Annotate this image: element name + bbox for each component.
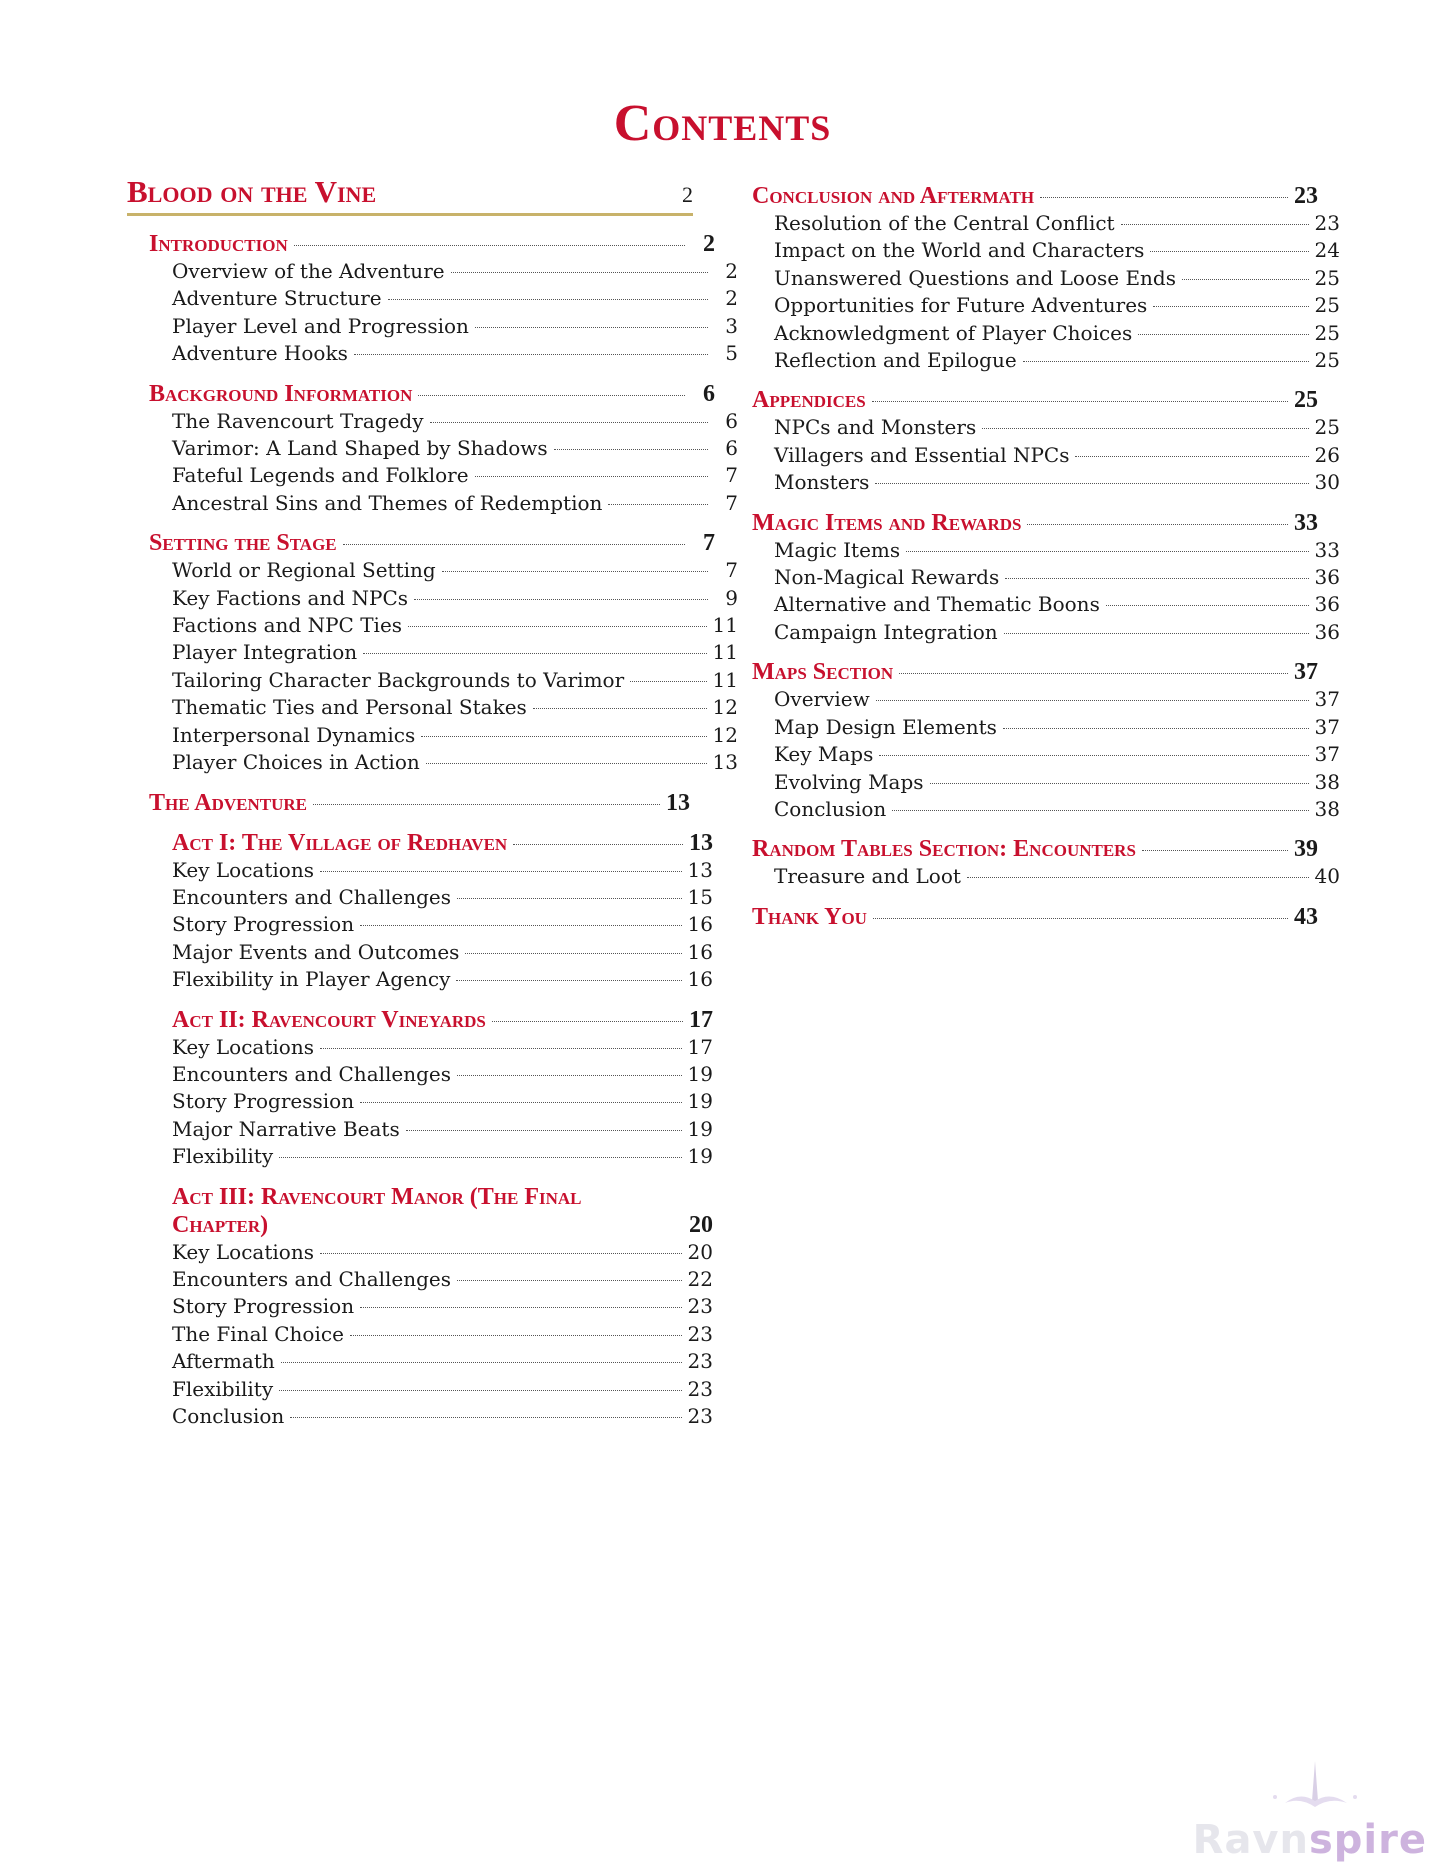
toc-entry-label: Magic Items and Rewards	[752, 509, 1022, 536]
toc-page-number: 25	[1314, 293, 1340, 318]
toc-page-number: 37	[1314, 687, 1340, 712]
toc-entry-label: Flexibility	[172, 1376, 274, 1401]
toc-leader-dots	[414, 599, 708, 600]
toc-page-number: 36	[1314, 565, 1340, 590]
toc-entry-label: Maps Section	[752, 659, 894, 686]
toc-entry-label: World or Regional Setting	[172, 558, 436, 583]
toc-entry-label: Monsters	[774, 470, 870, 495]
toc-entry-label: Fateful Legends and Folklore	[172, 463, 469, 488]
toc-leader-dots	[1121, 224, 1309, 225]
toc-leader-dots	[430, 422, 708, 423]
toc-leader-dots	[906, 551, 1308, 552]
toc-page-number: 19	[687, 1061, 713, 1086]
toc-entry-label: Story Progression	[172, 1089, 355, 1114]
toc-page-number: 23	[1314, 211, 1340, 235]
toc-leader-dots	[388, 299, 708, 300]
toc-entry[interactable]	[127, 722, 738, 749]
toc-entry-label: Story Progression	[172, 912, 355, 937]
toc-entry[interactable]	[127, 408, 738, 435]
toc-entry-label: Ancestral Sins and Themes of Redemption	[172, 490, 603, 515]
toc-entry[interactable]	[752, 442, 1340, 469]
toc-leader-dots	[533, 708, 707, 709]
chapter-title: Blood on the Vine	[127, 174, 377, 209]
toc-entry[interactable]	[752, 619, 1340, 646]
toc-page-number: 12	[712, 722, 738, 747]
toc-leader-dots	[1142, 850, 1288, 851]
toc-page-number: 37	[1314, 742, 1340, 767]
toc-entry-label: Villagers and Essential NPCs	[774, 442, 1070, 467]
toc-leader-dots	[982, 428, 1308, 429]
toc-page-number: 12	[712, 695, 738, 720]
toc-entry[interactable]	[752, 796, 1340, 823]
toc-entry-label: The Final Choice	[172, 1321, 344, 1346]
toc-entry-label: Setting the Stage	[149, 530, 337, 557]
toc-leader-dots	[967, 877, 1309, 878]
toc-entry[interactable]	[127, 1061, 713, 1088]
toc-entry[interactable]	[752, 265, 1340, 292]
toc-page-number: 23	[687, 1349, 713, 1374]
toc-section-block	[752, 386, 1340, 496]
toc-leader-dots	[281, 1362, 682, 1363]
toc-page-number: 33	[1294, 509, 1318, 536]
toc-entry[interactable]	[752, 320, 1340, 347]
toc-page-number: 9	[725, 585, 738, 610]
toc-section-block	[127, 380, 738, 518]
toc-entry[interactable]	[127, 884, 713, 911]
toc-entry-label: Player Level and Progression	[172, 313, 469, 338]
toc-page-number: 15	[687, 884, 713, 909]
toc-leader-dots	[320, 1253, 682, 1254]
toc-entry[interactable]	[127, 1266, 713, 1293]
toc-page-number: 2	[725, 286, 738, 311]
toc-entry-label: Adventure Structure	[172, 286, 382, 311]
toc-entry-label: Adventure Hooks	[172, 341, 348, 366]
toc-page-number: 13	[666, 789, 690, 816]
toc-leader-dots	[475, 327, 708, 328]
toc-page-number: 37	[1314, 714, 1340, 739]
toc-section-block	[127, 230, 738, 368]
toc-entry[interactable]	[127, 585, 738, 612]
toc-leader-dots	[426, 763, 707, 764]
toc-entry-label: Major Narrative Beats	[172, 1116, 400, 1141]
toc-section-block	[752, 509, 1340, 647]
toc-section[interactable]	[127, 529, 715, 557]
toc-act[interactable]	[127, 1006, 713, 1034]
toc-entry-label: Non-Magical Rewards	[774, 565, 1000, 590]
toc-page-number: 11	[712, 667, 738, 692]
toc-entry[interactable]	[752, 537, 1340, 564]
toc-section[interactable]	[752, 386, 1318, 414]
toc-leader-dots	[1138, 334, 1308, 335]
toc-leader-dots	[360, 1102, 681, 1103]
toc-entry[interactable]	[752, 741, 1340, 768]
toc-leader-dots	[475, 476, 708, 477]
toc-section-label: The Adventure	[149, 789, 307, 816]
ravnspire-logo	[1193, 1817, 1427, 1863]
toc-left-column	[127, 174, 738, 1442]
toc-entry[interactable]	[127, 1088, 713, 1115]
toc-entry[interactable]	[127, 749, 738, 776]
toc-leader-dots	[930, 783, 1309, 784]
toc-entry-label: Overview	[774, 687, 870, 712]
toc-section-block	[752, 658, 1340, 823]
toc-leader-dots	[279, 1157, 681, 1158]
toc-page-number: 7	[725, 558, 738, 583]
toc-entry-label: Overview of the Adventure	[172, 259, 445, 283]
toc-page-number: 6	[703, 380, 715, 407]
toc-entry-label: Conclusion	[774, 796, 887, 821]
toc-entry-label: Factions and NPC Ties	[172, 613, 403, 638]
toc-leader-dots	[1106, 605, 1309, 606]
toc-leader-dots	[1005, 578, 1308, 579]
toc-entry[interactable]	[752, 469, 1340, 496]
toc-entry[interactable]	[752, 347, 1340, 374]
toc-entry-label: Key Locations	[172, 857, 314, 882]
toc-leader-dots	[350, 1335, 682, 1336]
toc-entry-label: Player Integration	[172, 640, 358, 665]
toc-entry-label: Key Locations	[172, 1034, 314, 1059]
toc-section-block	[127, 529, 738, 776]
logo-text-spire: spire	[1308, 1817, 1427, 1863]
toc-page-number: 25	[1314, 348, 1340, 373]
toc-entry[interactable]	[752, 292, 1340, 319]
left-sections	[127, 230, 738, 777]
toc-entry-label: Varimor: A Land Shaped by Shadows	[172, 436, 548, 461]
adventure-block	[127, 789, 693, 817]
toc-leader-dots	[457, 1075, 682, 1076]
toc-page-number: 19	[687, 1116, 713, 1141]
toc-entry-label: Background Information	[149, 380, 413, 407]
toc-leader-dots	[1153, 306, 1308, 307]
toc-leader-dots	[554, 449, 708, 450]
toc-page-number: 30	[1314, 470, 1340, 495]
toc-entry[interactable]	[752, 714, 1340, 741]
toc-entry-label: Interpersonal Dynamics	[172, 722, 416, 747]
toc-page-number: 40	[1314, 864, 1340, 889]
toc-page-number: 11	[712, 640, 738, 665]
toc-leader-dots	[360, 1307, 681, 1308]
chapter-page: 2	[682, 182, 693, 207]
toc-entry[interactable]	[127, 1143, 713, 1170]
toc-leader-dots	[873, 918, 1288, 919]
toc-leader-dots	[442, 571, 708, 572]
toc-page-number: 22	[687, 1266, 713, 1291]
toc-leader-dots	[456, 980, 681, 981]
toc-entry-label: Impact on the World and Characters	[774, 238, 1145, 263]
toc-entry-label: Magic Items	[774, 537, 901, 562]
toc-section-block	[752, 835, 1340, 890]
toc-entry-label: Thank You	[752, 903, 867, 930]
toc-leader-dots	[608, 504, 708, 505]
toc-entry[interactable]	[127, 639, 738, 666]
toc-leader-dots	[354, 354, 708, 355]
toc-entry[interactable]	[127, 258, 738, 285]
toc-leader-dots	[872, 401, 1288, 402]
toc-leader-dots	[457, 898, 682, 899]
toc-leader-dots	[457, 1280, 682, 1281]
toc-page-number: 33	[1314, 537, 1340, 562]
toc-entry-label: The Ravencourt Tragedy	[172, 408, 424, 433]
toc-entry[interactable]	[752, 591, 1340, 618]
toc-page-number: 16	[687, 967, 713, 992]
toc-section-block	[752, 903, 1318, 931]
toc-entry[interactable]	[127, 1239, 713, 1266]
toc-entry-label: NPCs and Monsters	[774, 415, 977, 440]
toc-page-number: 13	[689, 829, 713, 856]
spire-logo-icon	[1255, 1761, 1375, 1821]
toc-leader-dots	[421, 736, 706, 737]
toc-entry-label: Key Maps	[774, 742, 874, 767]
toc-section-the-adventure[interactable]	[127, 789, 690, 817]
toc-leader-dots	[360, 925, 681, 926]
toc-entry[interactable]	[127, 694, 738, 721]
toc-entry[interactable]	[127, 667, 738, 694]
toc-leader-dots	[451, 272, 708, 273]
toc-entry-label: Reflection and Epilogue	[774, 348, 1017, 373]
toc-leader-dots	[343, 544, 685, 545]
toc-entry[interactable]	[127, 557, 738, 584]
toc-act-block	[127, 1183, 713, 1431]
toc-page-number: 7	[725, 490, 738, 515]
toc-leader-dots	[1182, 279, 1309, 280]
toc-leader-dots	[1075, 456, 1308, 457]
toc-page-number: 7	[725, 463, 738, 488]
toc-section[interactable]	[127, 380, 715, 408]
toc-entry[interactable]	[127, 285, 738, 312]
toc-leader-dots	[899, 673, 1288, 674]
toc-page-number: 38	[1314, 796, 1340, 821]
toc-entry[interactable]	[752, 564, 1340, 591]
toc-entry[interactable]	[127, 939, 713, 966]
toc-entry-label: Encounters and Challenges	[172, 1266, 452, 1291]
toc-entry-label: Key Factions and NPCs	[172, 585, 409, 610]
toc-page-number: 5	[725, 341, 738, 366]
toc-page-number: 6	[725, 436, 738, 461]
toc-leader-dots	[320, 1048, 682, 1049]
toc-entry[interactable]	[127, 1034, 713, 1061]
toc-entry[interactable]	[127, 1376, 713, 1403]
toc-entry-label: Opportunities for Future Adventures	[774, 293, 1148, 318]
toc-entry-label: Flexibility	[172, 1144, 274, 1169]
page-title: Contents	[613, 95, 832, 152]
toc-page-number: 17	[687, 1034, 713, 1059]
toc-page-number: 36	[1314, 592, 1340, 617]
toc-entry[interactable]	[127, 490, 738, 517]
toc-page-number: 2	[725, 259, 738, 283]
toc-page-number: 3	[725, 313, 738, 338]
acts-list	[127, 829, 713, 1431]
toc-entry-label: Conclusion	[172, 1404, 285, 1428]
toc-section-block	[752, 182, 1340, 374]
toc-entry[interactable]	[752, 414, 1340, 441]
toc-entry-label: Flexibility in Player Agency	[172, 967, 451, 992]
toc-entry-label: Player Choices in Action	[172, 750, 420, 775]
toc-leader-dots	[875, 483, 1308, 484]
toc-page-number: 25	[1314, 415, 1340, 440]
toc-page-number: 7	[703, 530, 715, 557]
logo-text-ravn: Ravn	[1192, 1817, 1309, 1863]
toc-act[interactable]	[127, 829, 713, 857]
toc-page-number: 23	[1294, 183, 1318, 209]
toc-leader-dots	[1150, 251, 1308, 252]
toc-leader-dots	[879, 755, 1308, 756]
toc-page-number: 2	[703, 231, 715, 257]
toc-entry-label: Acknowledgment of Player Choices	[774, 320, 1133, 345]
toc-entry[interactable]	[127, 462, 738, 489]
toc-leader-dots	[1003, 728, 1309, 729]
toc-page-number: 25	[1314, 320, 1340, 345]
toc-entry-label: Resolution of the Central Conflict	[774, 211, 1115, 235]
toc-page-number: 16	[687, 912, 713, 937]
toc-entry[interactable]	[752, 863, 1340, 890]
toc-entry-label: Introduction	[149, 231, 288, 257]
toc-entry-label: Encounters and Challenges	[172, 884, 452, 909]
toc-page-number: 20	[689, 1211, 713, 1238]
toc-entry-label: Key Locations	[172, 1239, 314, 1264]
toc-entry-label: Campaign Integration	[774, 619, 998, 644]
toc-page-number: 17	[689, 1006, 713, 1033]
toc-section[interactable]	[752, 182, 1318, 210]
toc-chapter[interactable]	[127, 174, 693, 216]
toc-entry-label: Thematic Ties and Personal Stakes	[172, 695, 527, 720]
toc-entry-label: Evolving Maps	[774, 769, 924, 794]
toc-leader-dots	[630, 681, 706, 682]
right-sections	[752, 182, 1340, 931]
toc-page-number: 16	[687, 939, 713, 964]
toc-page-number: 19	[687, 1089, 713, 1114]
toc-leader-dots	[418, 395, 685, 396]
toc-leader-dots	[279, 1390, 681, 1391]
toc-leader-dots	[363, 653, 706, 654]
toc-page-number: 36	[1314, 619, 1340, 644]
toc-act[interactable]	[127, 1183, 713, 1239]
toc-entry[interactable]	[127, 857, 713, 884]
toc-entry[interactable]	[127, 1293, 713, 1320]
toc-entry-label: Conclusion and Aftermath	[752, 183, 1035, 209]
toc-page-number: 24	[1314, 238, 1340, 263]
toc-leader-dots	[294, 245, 685, 246]
toc-leader-dots	[1027, 524, 1288, 525]
toc-act-block	[127, 829, 713, 994]
toc-entry[interactable]	[127, 1348, 713, 1375]
toc-page-number: 23	[687, 1294, 713, 1319]
toc-entry[interactable]	[127, 911, 713, 938]
toc-section[interactable]	[752, 509, 1318, 537]
toc-entry-label: Act III: Ravencourt Manor (The Final Chapter)	[172, 1183, 582, 1238]
toc-entry-label: Alternative and Thematic Boons	[774, 592, 1100, 617]
toc-leader-dots	[1023, 361, 1309, 362]
toc-entry[interactable]	[127, 1321, 713, 1348]
toc-entry-label: Appendices	[752, 387, 866, 414]
toc-leader-dots	[492, 1021, 683, 1022]
toc-page-number: 43	[1294, 903, 1318, 930]
toc-leader-dots	[513, 844, 683, 845]
toc-page-number: 26	[1314, 442, 1340, 467]
toc-page-number: 20	[687, 1239, 713, 1264]
toc-entry-label: Random Tables Section: Encounters	[752, 836, 1136, 863]
toc-entry-label: Act II: Ravencourt Vineyards	[172, 1006, 486, 1033]
toc-leader-dots	[1040, 197, 1288, 198]
toc-page-number: 25	[1314, 265, 1340, 290]
toc-page-number: 19	[687, 1144, 713, 1169]
toc-leader-dots	[892, 810, 1308, 811]
toc-entry[interactable]	[127, 1403, 713, 1430]
toc-leader-dots	[1004, 633, 1309, 634]
toc-page-number: 23	[687, 1321, 713, 1346]
toc-entry-label: Treasure and Loot	[774, 864, 961, 889]
toc-act-block	[127, 1006, 713, 1171]
toc-section[interactable]	[127, 230, 715, 258]
toc-entry[interactable]	[127, 340, 738, 367]
toc-section[interactable]	[752, 835, 1318, 863]
toc-leader-dots	[313, 804, 660, 805]
toc-leader-dots	[320, 871, 682, 872]
toc-entry-label: Map Design Elements	[774, 714, 997, 739]
toc-entry[interactable]	[752, 210, 1340, 237]
toc-entry[interactable]	[752, 769, 1340, 796]
toc-leader-dots	[465, 953, 681, 954]
toc-section[interactable]	[752, 903, 1318, 931]
toc-page-number: 23	[687, 1376, 713, 1401]
toc-entry[interactable]	[752, 686, 1340, 713]
toc-entry-label: Encounters and Challenges	[172, 1061, 452, 1086]
toc-entry[interactable]	[752, 237, 1340, 264]
toc-entry-label: Tailoring Character Backgrounds to Varimor	[172, 667, 625, 692]
toc-entry-label: Act I: The Village of Redhaven	[172, 829, 508, 856]
toc-page-number: 13	[687, 857, 713, 882]
toc-entry[interactable]	[127, 435, 738, 462]
toc-entry[interactable]	[127, 313, 738, 340]
toc-right-column	[752, 182, 1340, 943]
toc-page-number: 13	[712, 750, 738, 775]
toc-entry-label: Unanswered Questions and Loose Ends	[774, 265, 1177, 290]
toc-entry[interactable]	[127, 612, 738, 639]
toc-leader-dots	[408, 626, 707, 627]
toc-leader-dots	[406, 1130, 682, 1131]
toc-entry[interactable]	[127, 1116, 713, 1143]
toc-leader-dots	[290, 1417, 681, 1418]
toc-entry-label: Story Progression	[172, 1294, 355, 1319]
toc-page-number: 23	[687, 1404, 713, 1428]
toc-page-number: 11	[712, 613, 738, 638]
toc-page-number: 6	[725, 408, 738, 433]
toc-page-number: 37	[1294, 659, 1318, 686]
toc-entry-label: Aftermath	[172, 1349, 275, 1374]
toc-entry-label: Major Events and Outcomes	[172, 939, 460, 964]
toc-page-number: 25	[1294, 387, 1318, 414]
toc-section[interactable]	[752, 658, 1318, 686]
toc-page-number: 39	[1294, 836, 1318, 863]
toc-page-number: 38	[1314, 769, 1340, 794]
toc-entry[interactable]	[127, 966, 713, 993]
toc-leader-dots	[876, 700, 1309, 701]
